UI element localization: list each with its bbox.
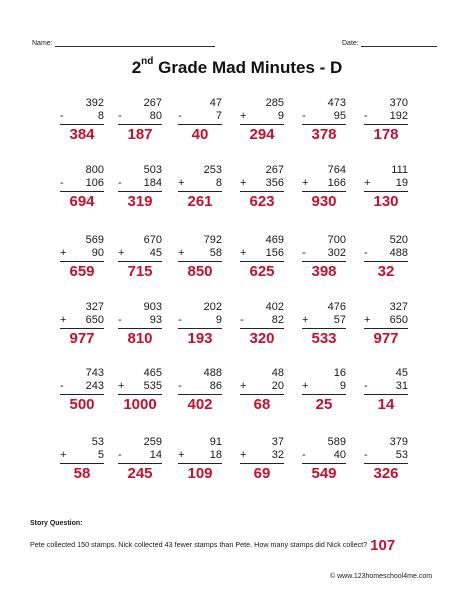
operator: -: [302, 247, 306, 259]
operator: -: [302, 449, 306, 461]
operator: -: [60, 177, 64, 189]
answer: 384: [69, 126, 95, 143]
math-problem: [302, 234, 346, 280]
bottom-number: 9: [215, 314, 222, 326]
bottom-row: [240, 449, 284, 464]
bottom-row: [118, 449, 162, 464]
operator: +: [178, 177, 185, 189]
top-number: 903: [143, 301, 162, 313]
answer: 69: [253, 465, 271, 482]
top-number: 253: [203, 164, 222, 176]
bottom-row: [118, 380, 162, 395]
top-number: 476: [327, 301, 346, 313]
bottom-number: 95: [333, 110, 346, 122]
bottom-row: [178, 449, 222, 464]
operator: -: [118, 110, 122, 122]
bottom-row: [240, 380, 284, 395]
bottom-number: 243: [85, 380, 104, 392]
title-prefix: 2: [131, 58, 142, 77]
bottom-row: [118, 177, 162, 192]
bottom-number: 14: [149, 449, 162, 461]
operator: +: [178, 247, 185, 259]
answer: 930: [311, 193, 337, 210]
bottom-number: 40: [333, 449, 346, 461]
top-number: 48: [271, 367, 284, 379]
math-problem: [178, 301, 222, 347]
answer: 32: [377, 263, 395, 280]
bottom-row: [178, 314, 222, 329]
top-number: 488: [203, 367, 222, 379]
answer: 40: [191, 126, 209, 143]
bottom-row: [178, 247, 222, 262]
name-label: Name:: [32, 40, 53, 47]
math-problem: [60, 234, 104, 280]
top-number: 473: [327, 97, 346, 109]
bottom-row: [364, 110, 408, 125]
answer: 533: [311, 330, 337, 347]
math-problem: [240, 301, 284, 347]
operator: +: [302, 314, 309, 326]
math-problem: [240, 234, 284, 280]
math-problem: [240, 97, 284, 143]
answer: 245: [127, 465, 153, 482]
top-number: 764: [327, 164, 346, 176]
math-problem: [302, 301, 346, 347]
top-number: 327: [85, 301, 104, 313]
operator: +: [60, 449, 67, 461]
bottom-row: [118, 110, 162, 125]
answer: 58: [73, 465, 91, 482]
bottom-number: 58: [209, 247, 222, 259]
math-problem: [364, 234, 408, 280]
math-problem: [178, 97, 222, 143]
top-number: 800: [85, 164, 104, 176]
bottom-row: [240, 110, 284, 125]
math-problem: [118, 234, 162, 280]
bottom-number: 192: [389, 110, 408, 122]
answer: 977: [69, 330, 95, 347]
answer: 850: [187, 263, 213, 280]
bottom-row: [60, 247, 104, 262]
math-problem: [240, 367, 284, 413]
operator: -: [178, 314, 182, 326]
bottom-number: 45: [149, 247, 162, 259]
top-number: 53: [91, 436, 104, 448]
top-number: 285: [265, 97, 284, 109]
top-number: 16: [333, 367, 346, 379]
top-number: 37: [271, 436, 284, 448]
bottom-number: 7: [215, 110, 222, 122]
math-problem: [178, 436, 222, 482]
math-problem: [178, 367, 222, 413]
answer: 294: [249, 126, 275, 143]
operator: +: [240, 110, 247, 122]
operator: -: [240, 314, 244, 326]
bottom-number: 8: [97, 110, 104, 122]
math-problem: [302, 164, 346, 210]
footer-copyright: © www.123homeschool4me.com: [330, 573, 433, 580]
bottom-number: 9: [339, 380, 346, 392]
bottom-number: 535: [143, 380, 162, 392]
math-problem: [364, 436, 408, 482]
bottom-row: [364, 247, 408, 262]
top-number: 379: [389, 436, 408, 448]
top-number: 503: [143, 164, 162, 176]
answer: 398: [311, 263, 337, 280]
operator: +: [302, 177, 309, 189]
answer: 715: [127, 263, 153, 280]
math-problem: [178, 164, 222, 210]
story-text: Pete collected 150 stamps. Nick collected 43 fewer stamps than Pete. How many stamps did Nick collect?: [30, 540, 368, 549]
answer: 261: [187, 193, 213, 210]
answer: 623: [249, 193, 275, 210]
math-problem: [118, 436, 162, 482]
bottom-number: 106: [85, 177, 104, 189]
math-problem: [240, 164, 284, 210]
bottom-number: 166: [327, 177, 346, 189]
bottom-row: [302, 110, 346, 125]
bottom-number: 650: [389, 314, 408, 326]
operator: +: [60, 314, 67, 326]
bottom-number: 9: [277, 110, 284, 122]
answer: 68: [253, 396, 271, 413]
operator: -: [118, 314, 122, 326]
bottom-number: 18: [209, 449, 222, 461]
bottom-row: [302, 380, 346, 395]
top-number: 569: [85, 234, 104, 246]
bottom-number: 82: [271, 314, 284, 326]
bottom-row: [240, 247, 284, 262]
operator: -: [364, 247, 368, 259]
answer: 320: [249, 330, 275, 347]
top-number: 465: [143, 367, 162, 379]
operator: +: [240, 247, 247, 259]
bottom-row: [302, 247, 346, 262]
answer: 378: [311, 126, 337, 143]
story-question: [30, 537, 470, 554]
story-answer: 107: [370, 537, 396, 554]
answer: 810: [127, 330, 153, 347]
top-number: 392: [85, 97, 104, 109]
answer: 319: [127, 193, 153, 210]
math-problem: [60, 436, 104, 482]
math-problem: [60, 97, 104, 143]
operator: +: [302, 380, 309, 392]
answer: 977: [373, 330, 399, 347]
answer: 187: [127, 126, 153, 143]
bottom-number: 302: [327, 247, 346, 259]
top-number: 700: [327, 234, 346, 246]
operator: -: [118, 449, 122, 461]
answer: 402: [187, 396, 213, 413]
math-problem: [60, 164, 104, 210]
answer: 625: [249, 263, 275, 280]
top-number: 670: [143, 234, 162, 246]
bottom-row: [178, 110, 222, 125]
operator: -: [118, 177, 122, 189]
title-text: Grade Mad Minutes - D: [153, 58, 343, 77]
top-number: 792: [203, 234, 222, 246]
answer: 130: [373, 193, 399, 210]
top-number: 259: [143, 436, 162, 448]
math-problem: [60, 301, 104, 347]
top-number: 267: [143, 97, 162, 109]
math-problem: [178, 234, 222, 280]
top-number: 111: [391, 164, 408, 176]
operator: -: [178, 110, 182, 122]
date-label: Date:: [342, 40, 359, 47]
bottom-row: [364, 449, 408, 464]
bottom-row: [178, 380, 222, 395]
bottom-row: [60, 177, 104, 192]
answer: 178: [373, 126, 399, 143]
operator: +: [364, 177, 371, 189]
bottom-number: 86: [209, 380, 222, 392]
top-number: 743: [85, 367, 104, 379]
operator: +: [178, 449, 185, 461]
bottom-row: [302, 449, 346, 464]
bottom-row: [364, 314, 408, 329]
math-problem: [302, 367, 346, 413]
bottom-number: 184: [143, 177, 162, 189]
operator: +: [118, 380, 125, 392]
math-problem: [118, 301, 162, 347]
math-problem: [364, 301, 408, 347]
top-number: 202: [203, 301, 222, 313]
bottom-number: 57: [333, 314, 346, 326]
operator: -: [60, 110, 64, 122]
bottom-row: [302, 314, 346, 329]
bottom-number: 32: [271, 449, 284, 461]
math-problem: [302, 97, 346, 143]
math-problem: [118, 164, 162, 210]
top-number: 327: [389, 301, 408, 313]
top-number: 469: [265, 234, 284, 246]
operator: +: [364, 314, 371, 326]
math-problem: [118, 367, 162, 413]
story-label: Story Question:: [30, 520, 83, 527]
operator: -: [178, 380, 182, 392]
answer: 549: [311, 465, 337, 482]
math-problem: [302, 436, 346, 482]
operator: -: [302, 110, 306, 122]
top-number: 45: [395, 367, 408, 379]
bottom-number: 156: [265, 247, 284, 259]
bottom-row: [60, 380, 104, 395]
bottom-number: 53: [395, 449, 408, 461]
bottom-row: [364, 380, 408, 395]
bottom-number: 650: [85, 314, 104, 326]
bottom-number: 5: [97, 449, 104, 461]
answer: 1000: [123, 396, 157, 413]
answer: 14: [377, 396, 395, 413]
bottom-number: 20: [271, 380, 284, 392]
bottom-row: [118, 247, 162, 262]
bottom-row: [60, 314, 104, 329]
answer: 500: [69, 396, 95, 413]
operator: +: [240, 177, 247, 189]
bottom-number: 90: [91, 247, 104, 259]
bottom-row: [178, 177, 222, 192]
top-number: 402: [265, 301, 284, 313]
math-problem: [364, 367, 408, 413]
answer: 694: [69, 193, 95, 210]
math-problem: [364, 164, 408, 210]
answer: 659: [69, 263, 95, 280]
operator: +: [240, 449, 247, 461]
bottom-row: [240, 177, 284, 192]
answer: 326: [373, 465, 399, 482]
operator: +: [60, 247, 67, 259]
bottom-row: [364, 177, 408, 192]
operator: -: [364, 110, 368, 122]
operator: +: [240, 380, 247, 392]
operator: -: [364, 380, 368, 392]
bottom-row: [60, 449, 104, 464]
bottom-number: 356: [265, 177, 284, 189]
bottom-number: 8: [215, 177, 222, 189]
top-number: 370: [389, 97, 408, 109]
math-problem: [240, 436, 284, 482]
bottom-row: [302, 177, 346, 192]
bottom-number: 80: [149, 110, 162, 122]
top-number: 267: [265, 164, 284, 176]
bottom-row: [118, 314, 162, 329]
bottom-number: 93: [149, 314, 162, 326]
operator: -: [60, 380, 64, 392]
answer: 25: [315, 396, 333, 413]
bottom-number: 488: [389, 247, 408, 259]
top-number: 589: [327, 436, 346, 448]
operator: -: [364, 449, 368, 461]
bottom-number: 31: [395, 380, 408, 392]
title-superscript: nd: [141, 56, 154, 67]
top-number: 91: [209, 436, 222, 448]
operator: +: [118, 247, 125, 259]
bottom-number: 19: [395, 177, 408, 189]
top-number: 520: [389, 234, 408, 246]
bottom-row: [240, 314, 284, 329]
math-problem: [364, 97, 408, 143]
math-problem: [118, 97, 162, 143]
answer: 109: [187, 465, 213, 482]
top-number: 47: [209, 97, 222, 109]
bottom-row: [60, 110, 104, 125]
math-problem: [60, 367, 104, 413]
answer: 193: [187, 330, 213, 347]
